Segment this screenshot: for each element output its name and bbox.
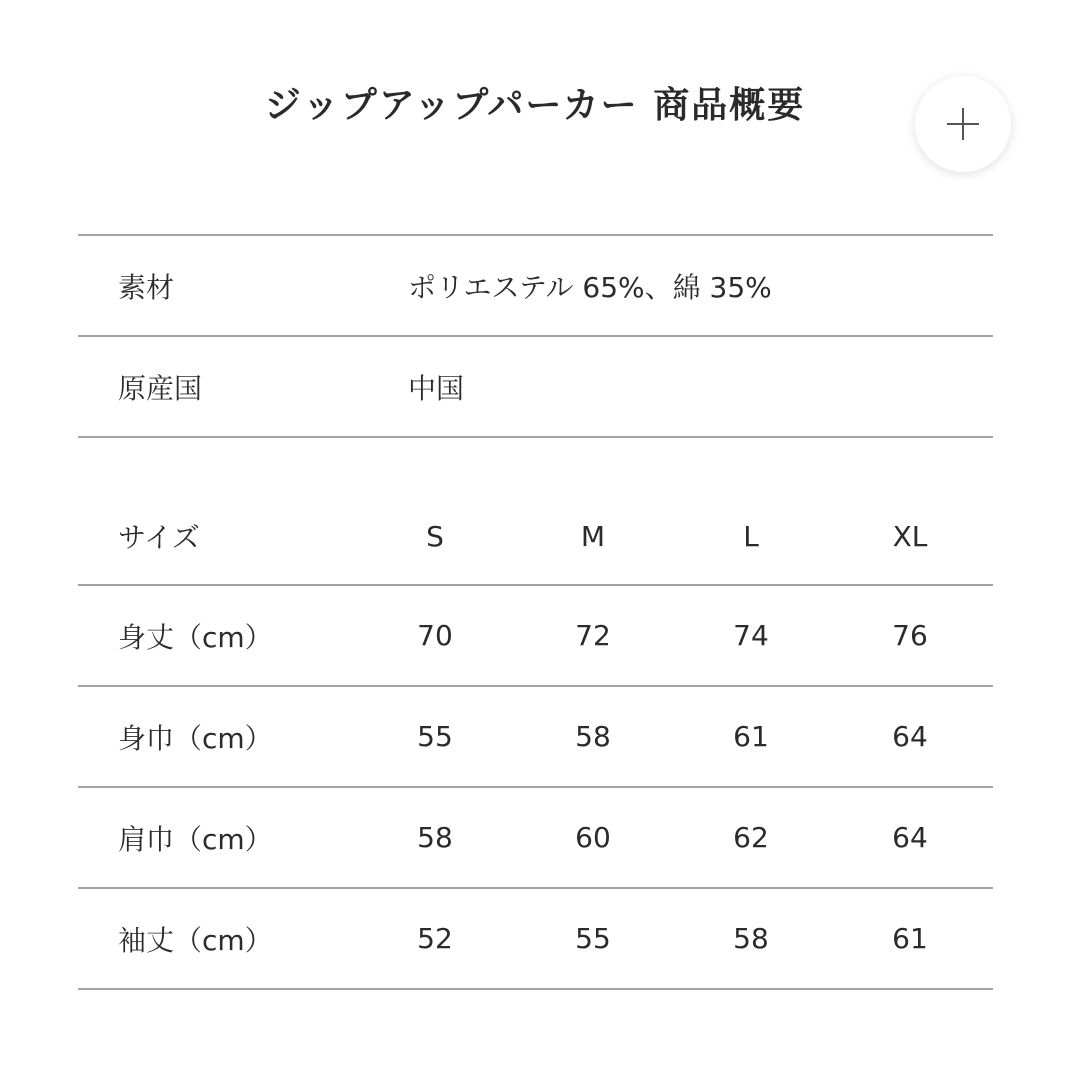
size-header-l: L xyxy=(743,519,759,553)
table-cell: 58 xyxy=(417,821,453,854)
table-row xyxy=(78,788,993,889)
table-cell: 76 xyxy=(892,619,928,652)
size-header-label: サイズ xyxy=(118,521,200,554)
table-cell: 61 xyxy=(892,922,928,955)
size-table xyxy=(78,488,993,990)
size-header-xl: XL xyxy=(892,519,928,553)
table-row xyxy=(78,687,993,788)
page-title: ジップアップパーカー 商品概要 xyxy=(264,85,806,126)
table-cell: 62 xyxy=(733,821,769,854)
table-cell: 64 xyxy=(892,821,928,854)
size-header-row xyxy=(78,488,993,586)
info-row-origin xyxy=(78,337,993,438)
table-cell: 61 xyxy=(733,720,769,753)
table-cell: 55 xyxy=(417,720,453,753)
table-row xyxy=(78,889,993,990)
info-label: 原産国 xyxy=(118,371,203,405)
table-cell: 70 xyxy=(417,619,453,652)
size-header-m: M xyxy=(580,519,606,553)
table-cell: 58 xyxy=(575,720,611,753)
table-row xyxy=(78,586,993,687)
row-label: 袖丈（cm） xyxy=(118,923,273,957)
table-cell: 60 xyxy=(575,821,611,854)
table-cell: 55 xyxy=(575,922,611,955)
table-cell: 74 xyxy=(733,619,769,652)
info-row-material xyxy=(78,236,993,337)
info-label: 素材 xyxy=(118,270,175,304)
table-cell: 64 xyxy=(892,720,928,753)
table-cell: 58 xyxy=(733,922,769,955)
table-cell: 52 xyxy=(417,922,453,955)
table-cell: 72 xyxy=(575,619,611,652)
expand-button[interactable] xyxy=(915,76,1011,172)
row-label: 身丈（cm） xyxy=(118,620,273,654)
plus-icon xyxy=(945,106,981,142)
size-header-s: S xyxy=(426,519,444,553)
info-value: ポリエステル 65%、綿 35% xyxy=(408,270,772,304)
row-label: 身巾（cm） xyxy=(118,721,273,755)
row-label: 肩巾（cm） xyxy=(118,822,273,856)
product-info-table xyxy=(78,234,993,438)
info-value: 中国 xyxy=(408,371,465,405)
